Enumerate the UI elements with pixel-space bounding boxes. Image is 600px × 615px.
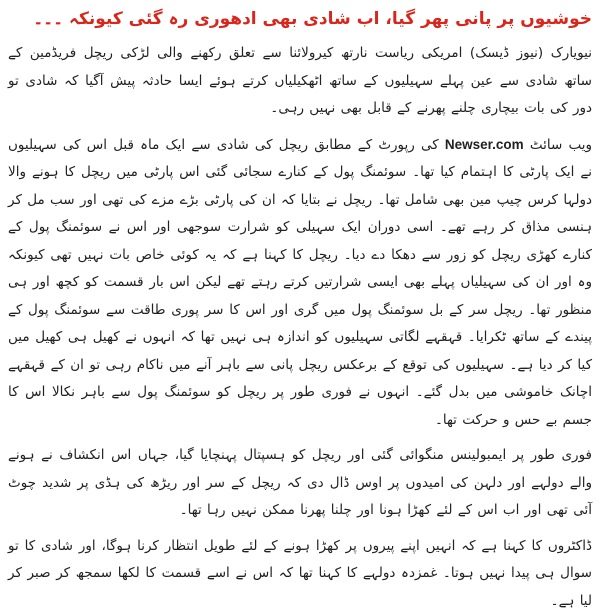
article-paragraph-2 — [8, 131, 592, 435]
article-paragraph-3: فوری طور پر ایمبولینس منگوائی گئی اور ریچل کو ہسپتال پہنچایا گیا، جہاں اس انکشاف نے ہونے والے دولہے اور دلہن کی امیدوں پر اوس ڈال دی کہ ریچل کے سر اور ریڑھ کی ہڈی پر شدید چوٹ آئی تھی اور اب اس کے لئے کھڑا ہونا اور چلنا پھرنا ممکن نہیں رہا تھا۔ — [8, 442, 592, 525]
article-paragraph-1: نیویارک (نیوز ڈیسک) امریکی ریاست نارتھ کیرولائنا سے تعلق رکھنے والی لڑکی ریچل فریڈمین کے ساتھ شادی سے عین پہلے سہیلیوں کے ساتھ اٹھکیلیاں کرتے ہوئے ایسا حادثہ پیش آگیا کہ شادی تو دور کی بات بیچاری چلنے پھرنے کے قابل بھی نہیں رہی۔ — [8, 40, 592, 123]
source-website-name: Newser.com — [445, 137, 524, 152]
article-headline: خوشیوں پر پانی پھر گیا، اب شادی بھی ادھوری رہ گئی کیونکہ ۔۔۔ — [8, 6, 592, 32]
paragraph-2-intro: ویب سائٹ — [524, 137, 592, 153]
article-paragraph-4: ڈاکٹروں کا کہنا ہے کہ انہیں اپنے پیروں پر کھڑا ہونے کے لئے طویل انتظار کرنا ہوگا، اور شادی کا تو سوال ہی پیدا نہیں ہوتا۔ غمزدہ دولہے کا کہنا تھا کہ اس نے اسے قسمت کا لکھا سمجھ کر صبر کر لیا ہے۔ — [8, 533, 592, 615]
paragraph-2-body: کی رپورٹ کے مطابق ریچل کی شادی سے ایک ماہ قبل اس کی سہیلیوں نے ایک پارٹی کا اہتمام کیا تھا۔ سوئمنگ پول کے کنارے سجائی گئی اس پارٹی میں ریچل کا ہونے والا دولہا کرس چیپ مین بھی شامل تھا۔ ریچل نے بتایا کہ ان کی پارٹی بڑے مزے کی تھی اور سب مل کر ہنسی مذاق کر رہے تھے۔ اسی دوران ایک سہیلی کو شرارت سوجھی اور اس نے سوئمنگ پول کے کنارے کھڑی ریچل کو زور سے دھکا دے دیا۔ ریچل کا کہنا ہے کہ یہ کوئی خاص بات نہیں تھی کیونکہ وہ اور ان کی سہیلیاں پہلے بھی ایسی شرارتیں کرتے رہتے تھے لیکن اس بار قسمت کو کچھ اور ہی منظور تھا۔ ریچل سر کے بل سوئمنگ پول میں گری اور اس کا سر پوری طاقت سے سوئمنگ پول کے پیندے کے ساتھ ٹکرایا۔ قہقہے لگاتی سہیلیوں کو اندازہ ہی نہیں تھا کہ انہوں نے کھیل ہی کھیل میں کیا کر دیا ہے۔ سہیلیوں کی توقع کے برعکس ریچل پانی سے باہر آنے میں ناکام رہی تو ان کے قہقہے اچانک خاموشی میں بدل گئے۔ انہوں نے فوری طور پر ریچل کو سوئمنگ پول سے باہر نکالا اس کا جسم بے حس و حرکت تھا۔ — [8, 137, 592, 428]
